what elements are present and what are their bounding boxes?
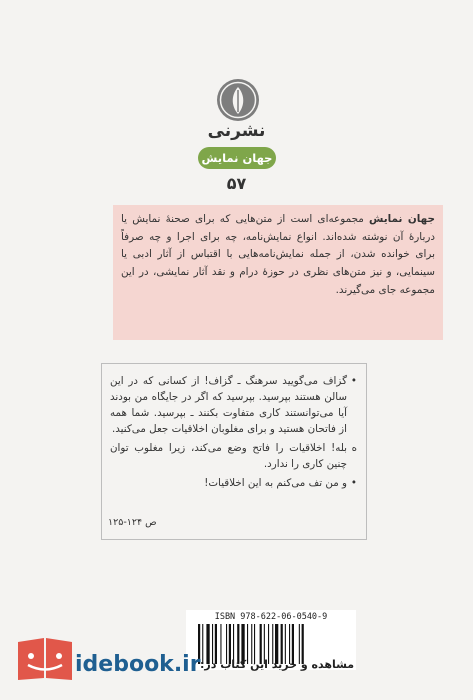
quote-item [110, 475, 357, 491]
quote-text: و من تف می‌کنم به این اخلاقیات! [204, 477, 347, 489]
page-reference: ص ۱۲۴-۱۲۵ [108, 517, 157, 528]
quote-box [101, 363, 367, 540]
bullet-icon: • [350, 477, 357, 489]
series-number: ۵۷ [226, 174, 247, 193]
bullet-icon: ە [351, 442, 357, 454]
series-description-lead: جهان نمایش [369, 213, 435, 225]
publisher-logo-icon [216, 78, 260, 122]
series-badge: جهان نمایش [198, 147, 276, 169]
quote-text: بله! اخلاقیات را فاتح وضع می‌کند، زیرا مغلوب توان چنین کاری را ندارد. [110, 442, 347, 470]
publisher-name: نشرنی [207, 121, 266, 141]
watermark-site[interactable]: idebook.ir [75, 652, 201, 677]
bullet-icon: • [350, 375, 357, 387]
isbn-label: ISBN 978-622-06-0540-9 [214, 612, 328, 622]
watermark-book-icon [14, 632, 76, 682]
series-description-box [113, 205, 443, 340]
watermark-caption: مشاهده و خرید این کتاب در: [200, 658, 355, 671]
quote-item [110, 373, 357, 437]
series-description-text: مجموعه‌ای است از متن‌هایی که برای صحنهٔ نمایش یا دربارهٔ آن نوشته شده‌اند. انواع نمایش‌نامه، چه برای اجرا و چه صرفاً برای خوانده شدن، از جمله نمایش‌نامه‌هایی با اقتباس از آثار ادبی یا سینمایی، و نیز متن‌های نظری در حوزهٔ درام و نقد آثار نمایشی، در این مجموعه جای می‌گیرند. [121, 213, 435, 296]
quote-text: گزاف می‌گویید سرهنگ ـ گزاف! از کسانی که در این سالن هستند بپرسید. بپرسید که اگر در جایگاه من بودند آیا می‌توانستند کاری متفاوت بکنند ـ بپرسید. شما همه از فاتحان هستید و برای مغلوبان اخلاقیات جعل می‌کنید. [110, 375, 347, 435]
quote-item [110, 440, 357, 472]
